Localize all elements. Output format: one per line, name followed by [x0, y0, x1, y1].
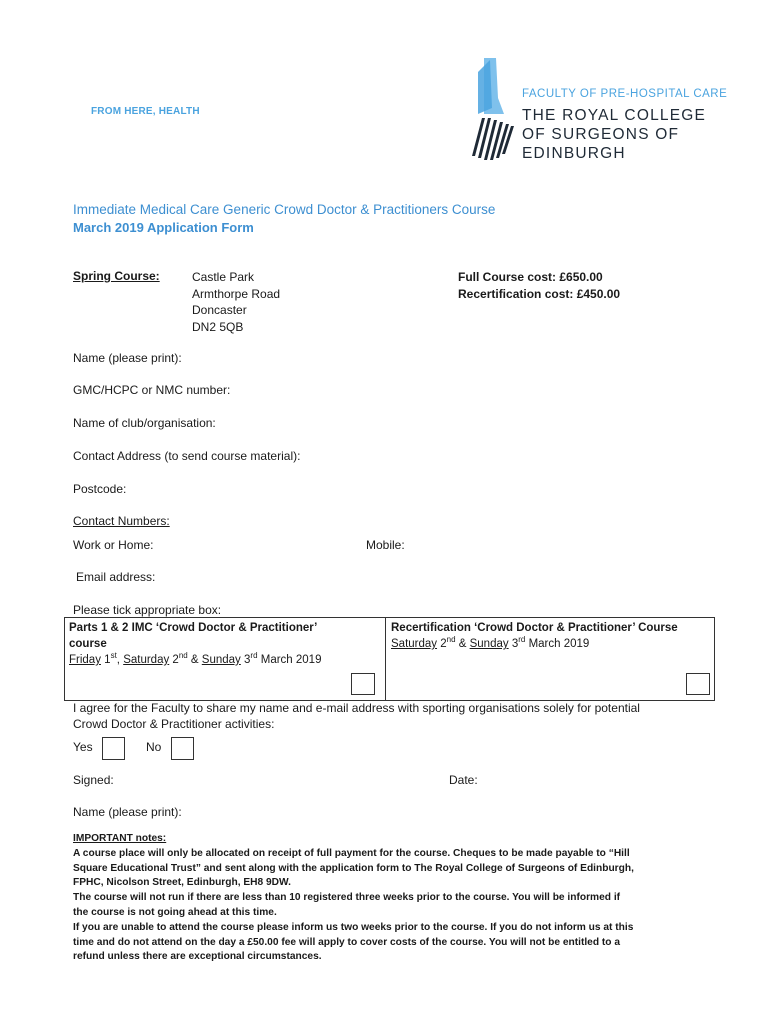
logo-line-3: EDINBURGH — [522, 145, 626, 162]
full-course-checkbox[interactable] — [351, 673, 375, 695]
form-title: March 2019 Application Form — [73, 220, 254, 235]
notes-heading: IMPORTANT notes: — [73, 833, 167, 844]
notes-line: If you are unable to attend the course please inform us two weeks prior to the course. If you do not inform us at this — [73, 921, 634, 933]
rcse-logo-icon — [470, 58, 518, 162]
logo-line-2: OF SURGEONS OF — [522, 126, 680, 143]
full-course-title-1: Parts 1 & 2 IMC ‘Crowd Doctor & Practitioner’ — [69, 622, 318, 634]
notes-line: the course is not going ahead at this time. — [73, 906, 277, 918]
notes-line: The course will not run if there are less than 10 registered three weeks prior to the course. You will be informed if — [73, 892, 621, 904]
course-title: Immediate Medical Care Generic Crowd Doctor & Practitioners Course — [73, 202, 496, 217]
consent-no-label: No — [146, 740, 162, 754]
recert-course-checkbox[interactable] — [686, 673, 710, 695]
notes-line: FPHC, Nicolson Street, Edinburgh, EH8 9DW. — [73, 877, 291, 889]
consent-text: I agree for the Faculty to share my name and e-mail address with sporting organisations solely for potential Crowd Doctor & Practitioner activities: — [73, 701, 640, 731]
contact-numbers-heading: Contact Numbers: — [73, 514, 170, 528]
consent-yes-label: Yes — [73, 740, 93, 754]
notes-line: refund unless there are exceptional circumstances. — [73, 951, 322, 963]
name-field[interactable]: Name (please print): — [73, 351, 182, 365]
recertification-cost: Recertification cost: £450.00 — [458, 286, 621, 301]
signature-name-field[interactable]: Name (please print): — [73, 805, 182, 819]
table-divider — [385, 617, 386, 701]
venue-address — [192, 269, 280, 335]
full-course-option — [69, 620, 381, 668]
consent-yes-checkbox[interactable] — [102, 737, 125, 760]
recert-course-title: Recertification ‘Crowd Doctor & Practitioner’ Course — [391, 622, 678, 634]
recert-course-option — [391, 620, 709, 652]
address-line: Castle Park — [192, 270, 255, 284]
mobile-field[interactable]: Mobile: — [366, 538, 405, 552]
email-field[interactable]: Email address: — [76, 570, 156, 584]
full-course-title-2: course — [69, 638, 107, 650]
work-home-field[interactable]: Work or Home: — [73, 538, 154, 552]
date-field[interactable]: Date: — [449, 773, 478, 787]
notes-line: Square Educational Trust” and sent along with the application form to The Royal College of Surgeons of Edinburgh, — [73, 862, 634, 874]
consent-no-checkbox[interactable] — [171, 737, 194, 760]
notes-line: A course place will only be allocated on receipt of full payment for the course. Cheques to be made payable to “Hill — [73, 847, 630, 859]
address-line: DN2 5QB — [192, 319, 244, 334]
logo-faculty-text: FACULTY OF PRE-HOSPITAL CARE — [522, 88, 728, 100]
club-organisation-field[interactable]: Name of club/organisation: — [73, 416, 216, 430]
spring-course-label: Spring Course: — [73, 269, 160, 283]
contact-address-field[interactable]: Contact Address (to send course material): — [73, 449, 301, 463]
full-course-cost: Full Course cost: £650.00 — [458, 270, 603, 284]
tagline: FROM HERE, HEALTH — [91, 106, 200, 117]
signed-field[interactable]: Signed: — [73, 773, 114, 787]
full-course-dates: Friday 1st, Saturday 2nd & Sunday 3rd March 2019 — [69, 651, 322, 666]
postcode-field[interactable]: Postcode: — [73, 482, 127, 496]
important-notes — [73, 832, 713, 965]
gmc-number-field[interactable]: GMC/HCPC or NMC number: — [73, 383, 231, 397]
recert-course-dates: Saturday 2nd & Sunday 3rd March 2019 — [391, 635, 590, 650]
course-costs — [458, 269, 620, 302]
address-line: Doncaster — [192, 303, 247, 317]
notes-line: time and do not attend on the day a £50.00 fee will apply to cover costs of the course. You will not be entitled to a — [73, 936, 621, 948]
address-line: Armthorpe Road — [192, 286, 281, 301]
logo-line-1: THE ROYAL COLLEGE — [522, 107, 707, 124]
tick-instruction: Please tick appropriate box: — [73, 603, 222, 617]
